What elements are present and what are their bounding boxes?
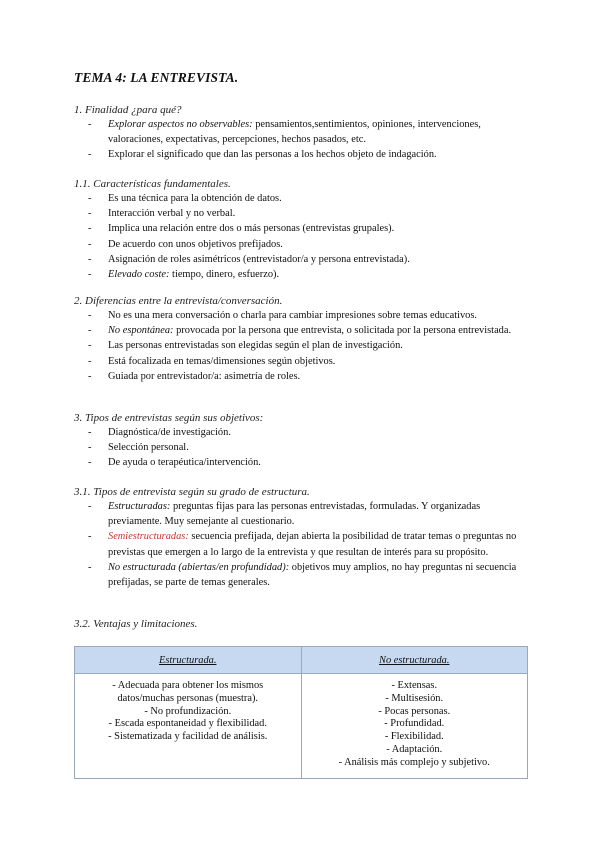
- list-item: [74, 560, 534, 590]
- list-item: [74, 338, 534, 353]
- list-item-emphasis: Semiestructuradas:: [108, 531, 189, 543]
- list-item-text: Es una técnica para la obtención de datos.: [108, 193, 282, 204]
- list-item-text: secuencia prefijada, dejan abierta la posibilidad de tratar temas o preguntas no previstas que emergen a lo largo de la entrevista y que resultan de interés para su propósito.: [108, 531, 517, 558]
- list-item: [74, 529, 534, 559]
- list-item-text: De acuerdo con unos objetivos prefijados.: [108, 238, 283, 250]
- list-tipos-estructura: [74, 499, 534, 590]
- table-line: - Escada espontaneidad y flexibilidad.: [108, 718, 267, 730]
- section-heading-tipos-objetivos: 3. Tipos de entrevistas según sus objetivos:: [74, 412, 264, 424]
- list-item: [74, 455, 534, 470]
- list-item-text: Interacción verbal y no verbal.: [108, 208, 236, 220]
- list-item-text: Está focalizada en temas/dimensiones según objetivos.: [108, 355, 336, 367]
- document-title: TEMA 4: LA ENTREVISTA.: [74, 70, 239, 85]
- table-line: - Multisesión.: [385, 692, 444, 704]
- section-heading-finalidad: 1. Finalidad ¿para qué?: [74, 104, 182, 116]
- list-item-text: Las personas entrevistadas son elegidas según el plan de investigación.: [108, 340, 403, 352]
- list-finalidad: [74, 117, 534, 163]
- list-item: [74, 499, 534, 529]
- list-item: [74, 206, 534, 221]
- list-item: [74, 425, 534, 440]
- table-line: - Profundidad.: [384, 718, 445, 730]
- list-item: [74, 323, 534, 338]
- table-line: - Flexibilidad.: [384, 731, 444, 743]
- list-item-emphasis: Estructuradas:: [108, 501, 171, 512]
- list-item-emphasis: No espontánea:: [108, 325, 174, 337]
- table-line: - Pocas personas.: [378, 705, 451, 717]
- list-item-text: provocada por la persona que entrevista, o solicitada por la persona entrevistada.: [173, 325, 512, 337]
- list-item-emphasis: Elevado coste:: [108, 269, 170, 281]
- list-item: [74, 267, 534, 282]
- list-item-text: Selección personal.: [108, 442, 189, 454]
- ventajas-table: [74, 646, 528, 779]
- list-tipos-objetivos: [74, 425, 534, 471]
- section-heading-caracteristicas: 1.1. Características fundamentales.: [74, 178, 231, 190]
- table-line: - Adaptación.: [386, 743, 443, 755]
- list-item-text: Diagnóstica/de investigación.: [108, 427, 231, 438]
- list-item: [74, 117, 534, 147]
- list-item: [74, 252, 534, 267]
- table-line: datos/muchas personas (muestra).: [117, 692, 259, 704]
- list-item-text: Guiada por entrevistador/a: asimetría de roles.: [108, 370, 301, 382]
- list-item-text: No es una mera conversación o charla para cambiar impresiones sobre temas educativos.: [108, 310, 478, 321]
- list-item-text: preguntas fijas para las personas entrevistadas, formuladas. Y organizadas previamente. Muy semejante al cuestionario.: [108, 501, 481, 528]
- list-item: [74, 237, 534, 252]
- table-header-estructurada: Estructurada.: [75, 647, 302, 674]
- list-item: [74, 147, 534, 162]
- list-diferencias: [74, 308, 534, 384]
- list-item-text: De ayuda o terapéutica/intervención.: [108, 457, 261, 469]
- list-item-text: Asignación de roles asimétricos (entrevistador/a y persona entrevistada).: [108, 253, 410, 265]
- table-line: - Extensas.: [391, 680, 438, 691]
- list-item: [74, 308, 534, 323]
- list-item-text: Explorar el significado que dan las personas a los hechos objeto de indagación.: [108, 149, 437, 161]
- table-line: - Análisis más complejo y subjetivo.: [338, 756, 490, 768]
- table-cell-no-estructurada: [301, 674, 528, 779]
- table-line: - Adecuada para obtener los mismos: [112, 680, 264, 691]
- list-item-emphasis: No estructurada (abiertas/en profundidad):: [108, 561, 290, 573]
- list-item: [74, 221, 534, 236]
- list-item-emphasis: Explorar aspectos no observables:: [108, 119, 253, 130]
- list-item-text: objetivos muy amplios, no hay preguntas ni secuencia prefijadas, se parte de temas generales.: [108, 561, 517, 589]
- table-line: - Sistematizada y facilidad de análisis.: [108, 731, 268, 743]
- list-item-text: pensamientos,sentimientos, opiniones, intervenciones, valoraciones, expectativas, percepciones, hechos pasados, etc.: [108, 119, 481, 146]
- section-heading-tipos-estructura: 3.1. Tipos de entrevista según su grado de estructura.: [74, 486, 310, 498]
- list-item: [74, 369, 534, 384]
- list-item: [74, 440, 534, 455]
- list-item-text: tiempo, dinero, esfuerzo).: [169, 269, 280, 281]
- table-line: - No profundización.: [144, 705, 232, 717]
- table-cell-estructurada: [75, 674, 302, 779]
- section-heading-diferencias: 2. Diferencias entre la entrevista/conversación.: [74, 295, 283, 307]
- list-item: [74, 354, 534, 369]
- list-item: [74, 191, 534, 206]
- table-header-no-estructurada: No estructurada.: [301, 647, 528, 674]
- list-item-text: Implica una relación entre dos o más personas (entrevistas grupales).: [108, 223, 395, 235]
- section-heading-ventajas: 3.2. Ventajas y limitaciones.: [74, 618, 198, 630]
- list-caracteristicas: [74, 191, 534, 282]
